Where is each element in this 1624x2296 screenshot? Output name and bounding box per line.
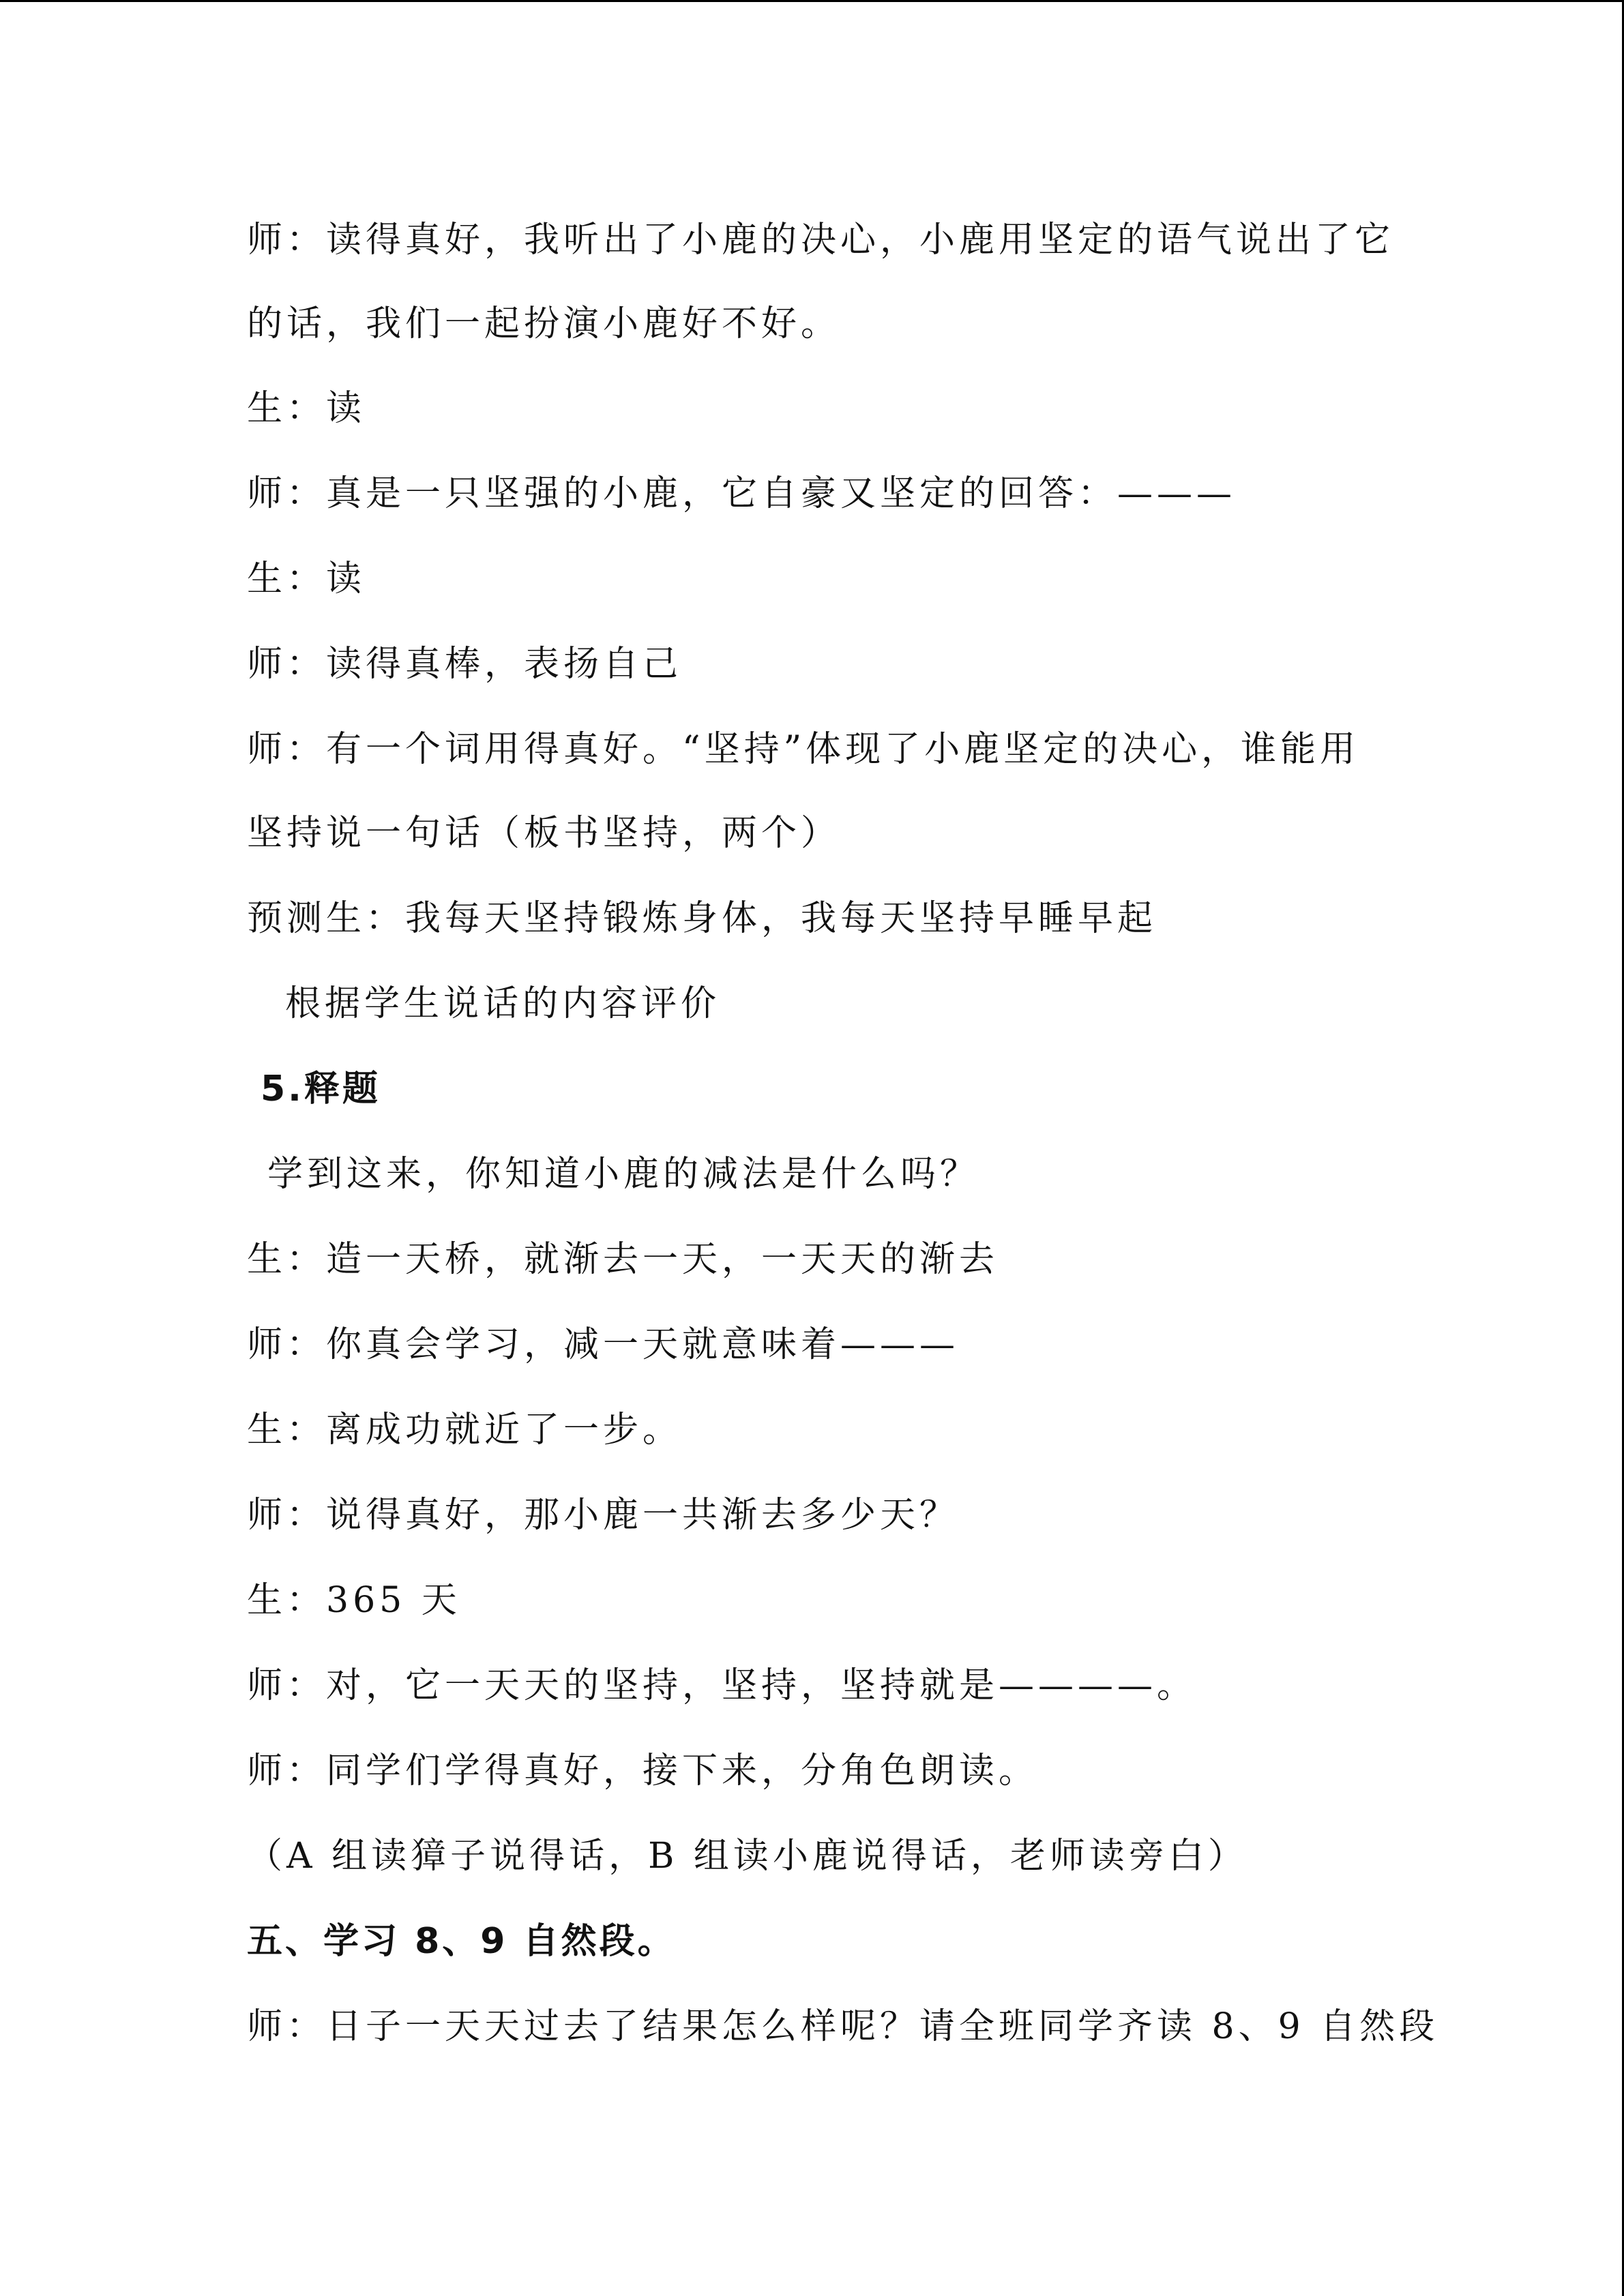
text-line-10: 根据学生说话的内容评价 [285,983,721,1024]
text-line-12: 学到这来，你知道小鹿的减法是什么吗？ [267,1154,980,1195]
text-line-9: 预测生：我每天坚持锻炼身体，我每天坚持早睡早起 [247,898,1157,939]
section-heading-5: 5.释题 [261,1069,381,1109]
page-border-top [0,0,1624,2]
text-line-22: 师：日子一天天过去了结果怎么样呢？请全班同学齐读 8、9 自然段 [247,2006,1439,2047]
text-line-2: 的话，我们一起扮演小鹿好不好。 [247,303,841,344]
text-line-6: 师：读得真棒，表扬自己 [247,644,683,685]
text-line-4: 师：真是一只坚强的小鹿，它自豪又坚定的回答：——— [247,473,1237,514]
text-line-19: 师：同学们学得真好，接下来，分角色朗读。 [247,1750,1039,1791]
text-line-16: 师：说得真好，那小鹿一共渐去多少天？ [247,1495,960,1536]
text-line-18: 师：对，它一天天的坚持，坚持，坚持就是————。 [247,1665,1197,1706]
section-heading-five: 五、学习 8、9 自然段。 [247,1921,676,1962]
text-line-1: 师：读得真好，我听出了小鹿的决心，小鹿用坚定的语气说出了它 [247,220,1395,260]
text-line-17: 生：365 天 [247,1580,461,1621]
text-line-15: 生：离成功就近了一步。 [247,1410,683,1450]
text-line-8: 坚持说一句话（板书坚持，两个） [247,813,841,854]
text-line-13: 生：造一天桥，就渐去一天，一天天的渐去 [247,1239,999,1280]
text-line-5: 生：读 [247,558,366,599]
text-line-14: 师：你真会学习，减一天就意味着——— [247,1324,960,1365]
text-line-3: 生：读 [247,388,366,429]
text-line-20: （A 组读獐子说得话，B 组读小鹿说得话，老师读旁白） [247,1836,1247,1877]
text-line-7: 师：有一个词用得真好。“坚持”体现了小鹿坚定的决心，谁能用 [247,729,1360,770]
